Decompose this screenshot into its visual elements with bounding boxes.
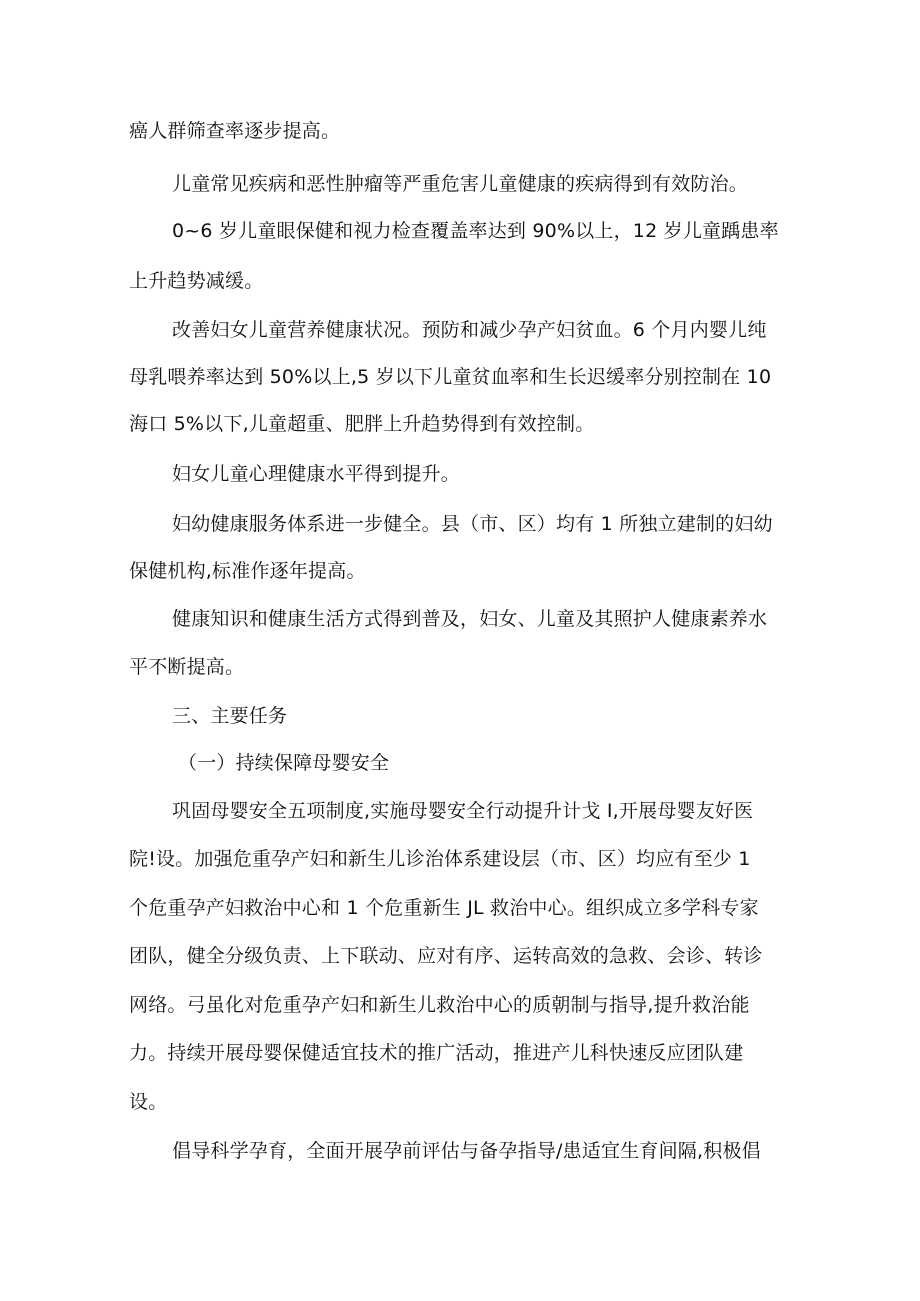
text-line: 保健机构,标准作逐年提高。 [129, 560, 366, 582]
text-line: 海口 5%以下,儿童超重、肥胖上升趋势得到有效控制。 [129, 413, 595, 435]
text-line: 倡导科学孕育，全面开展孕前评估与备孕指导/患适宜生育间隔,积极倡 [172, 1140, 761, 1162]
text-line: 上升趋势减缓。 [129, 270, 264, 292]
text-line: 巩固母婴安全五项制度,实施母婴安全行动提升计戈 I,开展母婴友好医 [172, 800, 754, 822]
section-heading: 三、主要任务 [172, 705, 288, 727]
text-line: 癌人群筛查率逐步提高。 [129, 120, 341, 142]
text-line: 妇女儿童心理健康水平得到提升。 [172, 463, 461, 485]
text-line: 改善妇女儿童营养健康状况。预防和减少孕产妇贫血。6 个月内婴儿纯 [172, 319, 767, 341]
text-line: 个危重孕产妇救治中心和 1 个危重新生 JL 救治中心。组织成立多学科专家 [129, 897, 759, 919]
text-line: 力。持续开展母婴保健适宜技术的推广活动，推进产儿科快速反应团队建 [129, 1042, 744, 1064]
text-line: 母乳喂养率达到 50%以上,5 岁以下儿童贫血率和生长迟缓率分别控制在 10 [129, 366, 772, 388]
text-line: 团队，健全分级负责、上下联动、应对有序、运转高效的急救、会诊、转诊 [129, 945, 763, 967]
text-line: 设。 [129, 1091, 168, 1113]
text-line: 院!设。加强危重孕产妇和新生儿诊治体系建设层（市、区）均应有至少 1 [129, 848, 751, 870]
text-line: 网络。弓虽化对危重孕产妇和新生儿救治中心的质朝制与指导,提升救治能 [129, 994, 750, 1016]
text-line: 儿童常见疾病和恶性肿瘤等严重危害儿童健康的疾病得到有效防治。 [172, 173, 749, 195]
text-line: 0~6 岁儿童眼保健和视力检查覆盖率达到 90%以上，12 岁儿童踽患率 [172, 220, 779, 242]
text-line: 妇幼健康服务体系进一步健全。县（市、区）均有 1 所独立建制的妇幼 [172, 513, 773, 535]
subsection-heading: （一）持续保障母婴安全 [178, 752, 390, 774]
text-line: 平不断提高。 [129, 656, 245, 678]
text-line: 健康知识和健康生活方式得到普及，妇女、儿童及其照护人健康素养水 [172, 608, 768, 630]
